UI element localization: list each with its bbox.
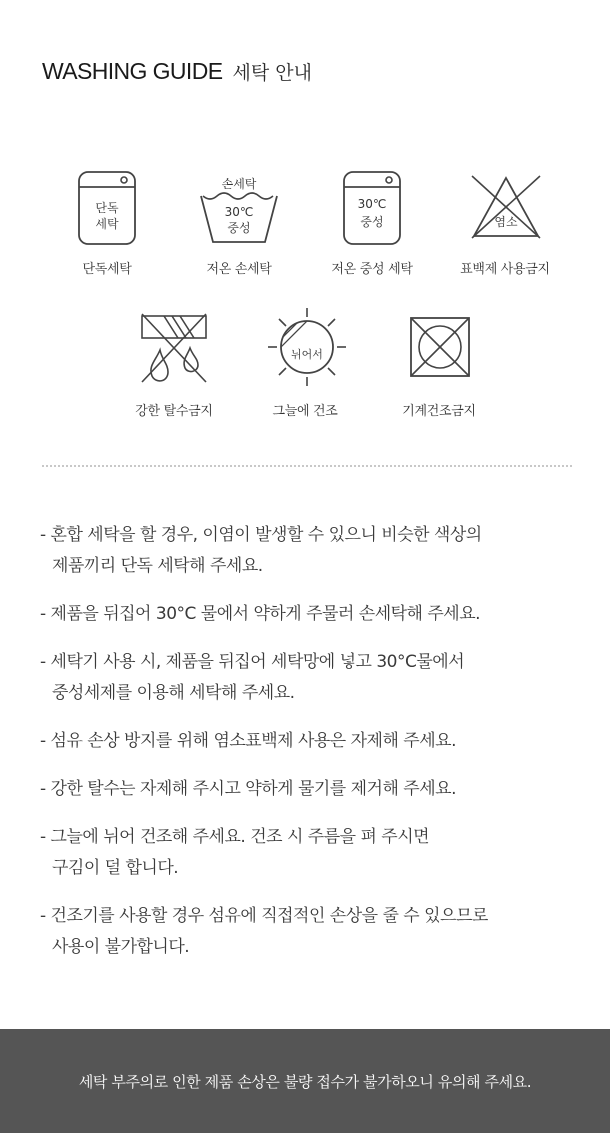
title-korean: 세탁 안내 <box>232 62 312 84</box>
shade-dry-label: 그늘에 건조 <box>272 404 338 419</box>
machine-wash-label: 저온 중성 세탁 <box>331 262 413 277</box>
washing-notes <box>40 520 580 980</box>
shade-dry-text: 뉘어서 <box>291 348 323 361</box>
page-header <box>42 58 312 85</box>
separate-wash-text-2: 세탁 <box>95 217 119 231</box>
note-line: 제품끼리 단독 세탁해 주세요. <box>52 556 263 576</box>
separate-wash-label: 단독세탁 <box>82 262 132 277</box>
shade-dry-icon <box>237 306 377 388</box>
note-line: - 섬유 손상 방지를 위해 염소표백제 사용은 자제해 주세요. <box>40 731 456 751</box>
note-line: 사용이 불가합니다. <box>52 937 190 957</box>
note-item <box>40 901 580 963</box>
hand-wash-temp-text: 30℃ <box>224 205 254 219</box>
no-wring-label: 강한 탈수금지 <box>135 404 213 419</box>
note-line: - 강한 탈수는 자제해 주시고 약하게 물기를 제거해 주세요. <box>40 779 456 799</box>
note-line: - 혼합 세탁을 할 경우, 이염이 발생할 수 있으니 비슷한 색상의 <box>40 525 482 545</box>
note-line: 구김이 덜 합니다. <box>52 858 179 878</box>
note-line: - 제품을 뒤집어 30°C 물에서 약하게 주물러 손세탁해 주세요. <box>40 604 481 624</box>
note-line: 중성세제를 이용해 세탁해 주세요. <box>52 683 295 703</box>
no-bleach-text: 염소 <box>494 215 518 229</box>
hand-wash-top-text: 손세탁 <box>221 177 257 191</box>
note-item <box>40 520 580 582</box>
footer-notice-text: 세탁 부주의로 인한 제품 손상은 불량 접수가 불가하오니 유의해 주세요. <box>78 1072 532 1091</box>
hand-wash-detergent-text: 중성 <box>227 221 251 235</box>
note-item <box>40 647 580 709</box>
note-item <box>40 726 580 757</box>
footer-notice <box>0 1029 610 1133</box>
note-line: - 그늘에 뉘어 건조해 주세요. 건조 시 주름을 펴 주시면 <box>40 827 430 847</box>
note-item <box>40 599 580 630</box>
note-line: - 세탁기 사용 시, 제품을 뒤집어 세탁망에 넣고 30°C물에서 <box>40 652 465 672</box>
machine-wash-temp-text: 30℃ <box>357 197 387 211</box>
note-line: - 건조기를 사용할 경우 섬유에 직접적인 손상을 줄 수 있으므로 <box>40 906 488 926</box>
no-tumble-dry-label: 기계건조금지 <box>402 404 476 419</box>
hand-wash-icon <box>169 172 309 248</box>
no-tumble-dry-icon <box>370 316 510 378</box>
separate-wash-text-1: 단독 <box>95 201 119 215</box>
note-item <box>40 822 580 884</box>
no-wring-icon <box>104 310 244 386</box>
machine-wash-detergent-text: 중성 <box>360 215 384 229</box>
separate-wash-icon <box>37 170 177 248</box>
hand-wash-label: 저온 손세탁 <box>206 262 272 277</box>
no-bleach-icon <box>436 172 576 240</box>
title-english: WASHING GUIDE <box>42 58 223 84</box>
machine-wash-icon <box>302 170 442 248</box>
no-bleach-label: 표백제 사용금지 <box>460 262 550 277</box>
dotted-divider <box>42 465 572 467</box>
note-item <box>40 774 580 805</box>
